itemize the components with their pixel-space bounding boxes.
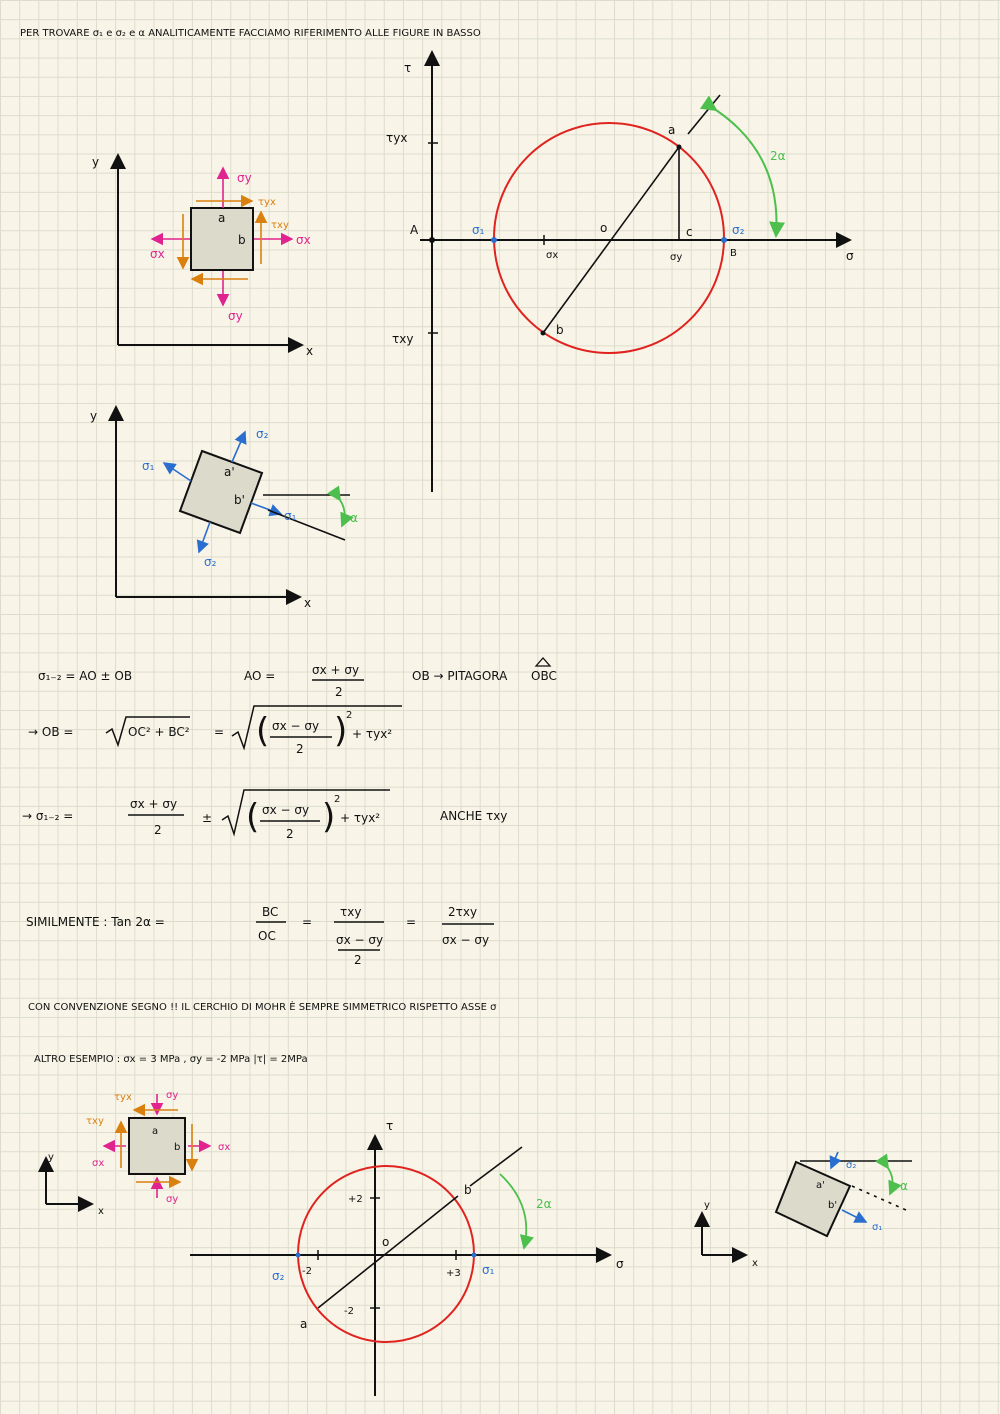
tau-yx-element-2: τyx — [114, 1092, 132, 1103]
y-axis-label-1: y — [92, 155, 100, 169]
tau-xy-label: τxy — [392, 332, 414, 346]
face-a-label-2: a — [152, 1126, 159, 1137]
tau-yx-element-1: τyx — [258, 197, 276, 208]
origin-label-2: o — [382, 1235, 390, 1249]
formula-ob-left: → OB = — [28, 725, 74, 739]
face-b-prime-label-2: b' — [828, 1200, 838, 1211]
sigma2-label-2: σ₂ — [272, 1269, 285, 1283]
svg-text:2: 2 — [346, 710, 353, 721]
mohr-circle-2 — [190, 1119, 624, 1396]
paren-close-1: ) — [334, 711, 348, 751]
y-axis-label-4: y — [704, 1200, 710, 1211]
formula-eq3: = — [406, 915, 417, 929]
angle-2alpha-arc-1 — [716, 110, 777, 236]
sigma1-label-2: σ₁ — [482, 1263, 495, 1277]
formula-s12-den: 2 — [154, 823, 162, 837]
formula-ob-eq: = — [214, 725, 225, 739]
face-b-prime-label-1: b' — [234, 493, 245, 507]
formula-block — [22, 658, 557, 967]
point-B-label: B — [730, 248, 737, 259]
note-sign-convention: CON CONVENZIONE SEGNO !! IL CERCHIO DI MOHR È SEMPRE SIMMETRICO RISPETTO ASSE σ — [28, 1002, 497, 1013]
point-a-label-2: a — [300, 1317, 308, 1331]
formula-tan2a-left: SIMILMENTE : Tan 2α = — [26, 915, 165, 929]
angle-alpha-label-2: α — [900, 1179, 908, 1193]
rotated-element-2 — [702, 1152, 912, 1269]
angle-2alpha-label-2: 2α — [536, 1197, 552, 1211]
face-a-prime-label-1: a' — [224, 465, 235, 479]
face-a-label-1: a — [218, 211, 226, 225]
tick-minus2-tau: -2 — [344, 1306, 354, 1317]
formula-ob-pitagora: OB → PITAGORA — [412, 669, 508, 683]
face-b-label-1: b — [238, 233, 246, 247]
tick-minus2-sigma: -2 — [302, 1266, 312, 1277]
formula-sigma12: σ₁₋₂ = AO ± OB — [38, 669, 133, 683]
rotated-element-1 — [90, 407, 358, 610]
sigma1-element-4: σ₁ — [872, 1222, 883, 1233]
triangle-obc: OBC — [531, 669, 557, 683]
tau-xy-element-2: τxy — [86, 1116, 104, 1127]
formula-ob-tail: + τyx² — [352, 727, 393, 741]
formula-2txy-num: 2τxy — [448, 905, 478, 919]
tick-plus2-tau: +2 — [348, 1194, 363, 1205]
sigma-axis-label-2: σ — [616, 1257, 624, 1271]
tau-axis-label-2: τ — [386, 1119, 394, 1133]
formula-ob-num: σx − σy — [272, 719, 320, 733]
formula-txy-den2: 2 — [354, 953, 362, 967]
mohr-circle-1 — [386, 52, 854, 492]
formula-s12-inner-den: 2 — [286, 827, 294, 841]
sigma2-element-2b: σ₂ — [204, 555, 217, 569]
formula-note-anche: ANCHE τxy — [440, 809, 508, 823]
formula-ao-den: 2 — [335, 685, 343, 699]
x-axis-label-1: x — [306, 344, 314, 358]
x-axis-label-4: x — [752, 1258, 758, 1269]
sigma-axis-label-1: σ — [846, 249, 854, 263]
formula-s12-tail: + τyx² — [340, 811, 381, 825]
rotated-square-1 — [180, 451, 262, 533]
formula-ao-num: σx + σy — [312, 663, 360, 677]
diameter-ab-2 — [318, 1196, 458, 1308]
point-b-label-1: b — [556, 323, 564, 337]
formula-eq2: = — [302, 915, 313, 929]
rotated-square-2 — [776, 1162, 850, 1236]
sigma-x-right-2: σx — [218, 1142, 231, 1153]
sigma-y-top-2: σy — [166, 1090, 179, 1101]
formula-txy-num: τxy — [340, 905, 362, 919]
sigma1-element-2b: σ₁ — [284, 509, 297, 523]
formula-s12-inner-num: σx − σy — [262, 803, 310, 817]
sigma2-label-1: σ₂ — [732, 223, 745, 237]
sigma-x-label-1: σx — [546, 250, 559, 261]
formula-ob-den: 2 — [296, 742, 304, 756]
angle-2alpha-label-1: 2α — [770, 149, 786, 163]
stress-element-2 — [46, 1090, 230, 1217]
formula-txy-den: σx − σy — [336, 933, 384, 947]
sigma2-element-4: σ₂ — [846, 1160, 857, 1171]
sigma2-element-2a: σ₂ — [256, 427, 269, 441]
formula-bc: BC — [262, 905, 279, 919]
formula-s12-num: σx + σy — [130, 797, 178, 811]
tick-plus3-sigma: +3 — [446, 1268, 461, 1279]
formula-oc: OC — [258, 929, 276, 943]
point-A-label: A — [410, 223, 419, 237]
x-axis-label-3: x — [98, 1206, 104, 1217]
x-axis-label-2: x — [304, 596, 312, 610]
paren-open-1: ( — [256, 711, 270, 751]
sigma-y-bottom-2: σy — [166, 1194, 179, 1205]
formula-s12-left: → σ₁₋₂ = — [22, 809, 74, 823]
tau-axis-label-1: τ — [404, 61, 412, 75]
formula-2txy-den: σx − σy — [442, 933, 490, 947]
y-axis-label-2: y — [90, 409, 98, 423]
note-another-example: ALTRO ESEMPIO : σx = 3 MPa , σy = -2 MPa |τ| = 2MPa — [34, 1054, 308, 1065]
formula-ao: AO = — [244, 669, 276, 683]
svg-text:(: ( — [246, 797, 260, 837]
svg-text:2: 2 — [334, 794, 341, 805]
stress-element-1 — [92, 155, 313, 358]
face-b-label-2: b — [174, 1142, 181, 1153]
sigma-x-left-1: σx — [150, 247, 165, 261]
sigma-y-top-1: σy — [237, 171, 252, 185]
sigma-x-right-1: σx — [296, 233, 311, 247]
point-C-label: c — [686, 225, 693, 239]
angle-alpha-label-1: α — [350, 511, 358, 525]
svg-text:): ) — [322, 797, 336, 837]
face-a-prime-label-2: a' — [816, 1180, 825, 1191]
point-a-label-1: a — [668, 123, 676, 137]
header-text: PER TROVARE σ₁ e σ₂ e α ANALITICAMENTE FACCIAMO RIFERIMENTO ALLE FIGURE IN BASSO — [20, 28, 481, 39]
formula-ob-sqrt: OC² + BC² — [128, 725, 190, 739]
point-b-label-2: b — [464, 1183, 472, 1197]
sigma-y-bottom-1: σy — [228, 309, 243, 323]
y-axis-label-3: y — [48, 1152, 54, 1163]
point-O-label: o — [600, 221, 608, 235]
sigma-x-left-2: σx — [92, 1158, 105, 1169]
sigma-y-label-1: σy — [670, 252, 683, 263]
tau-xy-element-1: τxy — [271, 220, 289, 231]
formula-s12-pm: ± — [202, 811, 213, 825]
sigma1-element-2a: σ₁ — [142, 459, 155, 473]
tau-yx-label: τyx — [386, 131, 408, 145]
sigma1-label-1: σ₁ — [472, 223, 485, 237]
